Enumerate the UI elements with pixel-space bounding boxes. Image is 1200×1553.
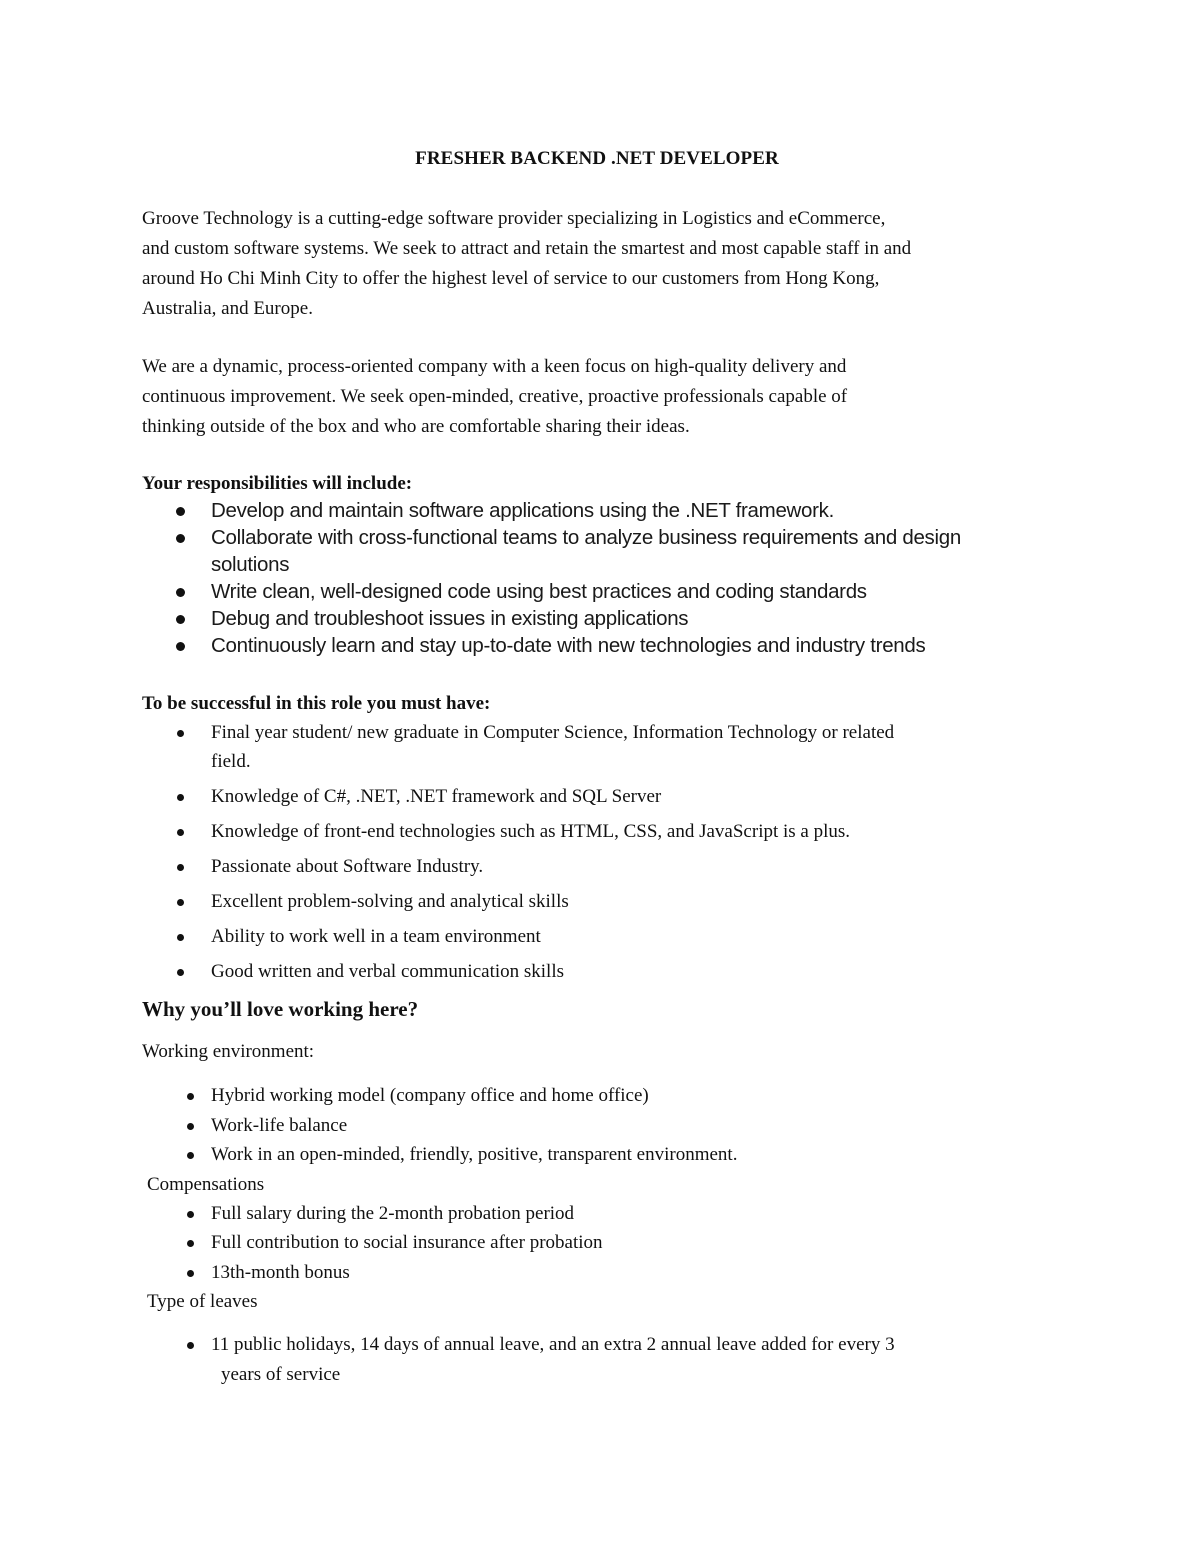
compensations-list bbox=[142, 1199, 1042, 1288]
list-item bbox=[142, 1330, 1042, 1389]
list-item bbox=[142, 524, 1042, 578]
bullet-icon bbox=[177, 899, 184, 906]
responsibilities-list bbox=[142, 497, 1042, 659]
intro-line: around Ho Chi Minh City to offer the highest level of service to our customers from Hong Kong, bbox=[142, 268, 880, 289]
bullet-icon bbox=[177, 730, 184, 737]
bullet-icon bbox=[176, 588, 185, 597]
intro-paragraph-company bbox=[142, 204, 1042, 324]
list-item bbox=[142, 497, 1042, 524]
bullet-icon bbox=[176, 534, 185, 543]
list-item-text: Knowledge of C#, .NET, .NET framework and SQL Server bbox=[211, 786, 662, 807]
list-item bbox=[142, 1199, 1042, 1229]
list-item bbox=[142, 718, 1042, 776]
bullet-icon bbox=[177, 794, 184, 801]
bullet-icon bbox=[177, 969, 184, 976]
working-environment-list bbox=[142, 1081, 1042, 1170]
bullet-icon bbox=[187, 1152, 194, 1159]
list-item-text: Full contribution to social insurance after probation bbox=[211, 1232, 603, 1253]
intro-line: thinking outside of the box and who are comfortable sharing their ideas. bbox=[142, 416, 690, 437]
list-item bbox=[142, 605, 1042, 632]
bullet-icon bbox=[176, 642, 185, 651]
list-item-text-continued: years of service bbox=[221, 1363, 341, 1385]
bullet-icon bbox=[187, 1240, 194, 1247]
document-title: FRESHER BACKEND .NET DEVELOPER bbox=[415, 148, 779, 169]
list-item bbox=[142, 1081, 1042, 1111]
why-heading: Why you’ll love working here? bbox=[142, 997, 419, 1021]
list-item bbox=[142, 1258, 1042, 1288]
requirements-list bbox=[142, 718, 1042, 986]
list-item-text: Good written and verbal communication skills bbox=[211, 961, 565, 982]
list-item bbox=[142, 782, 1042, 811]
bullet-icon bbox=[176, 615, 185, 624]
list-item bbox=[142, 852, 1042, 881]
requirements-heading: To be successful in this role you must have: bbox=[142, 693, 491, 714]
list-item-text: Collaborate with cross-functional teams to analyze business requirements and design bbox=[211, 526, 961, 549]
list-item-text: Final year student/ new graduate in Computer Science, Information Technology or related bbox=[211, 722, 895, 743]
responsibilities-heading: Your responsibilities will include: bbox=[142, 473, 413, 494]
list-item-text: Debug and troubleshoot issues in existing applications bbox=[211, 607, 689, 630]
list-item-text: Passionate about Software Industry. bbox=[211, 856, 484, 877]
list-item bbox=[142, 632, 1042, 659]
bullet-icon bbox=[187, 1342, 194, 1349]
intro-line: We are a dynamic, process-oriented company with a keen focus on high-quality delivery and bbox=[142, 356, 847, 377]
list-item-text-continued: field. bbox=[211, 751, 251, 772]
bullet-icon bbox=[176, 507, 185, 516]
bullet-icon bbox=[187, 1123, 194, 1130]
list-item-text: Develop and maintain software applications using the .NET framework. bbox=[211, 499, 835, 522]
list-item-text: Write clean, well-designed code using best practices and coding standards bbox=[211, 580, 867, 603]
list-item-text: Continuously learn and stay up-to-date with new technologies and industry trends bbox=[211, 634, 926, 657]
bullet-icon bbox=[187, 1093, 194, 1100]
list-item-text: Ability to work well in a team environment bbox=[211, 926, 541, 947]
intro-paragraph-culture bbox=[142, 352, 1042, 442]
list-item bbox=[142, 817, 1042, 846]
list-item bbox=[142, 887, 1042, 916]
bullet-icon bbox=[187, 1270, 194, 1277]
list-item bbox=[142, 922, 1042, 951]
list-item-text: 13th-month bonus bbox=[211, 1261, 350, 1283]
intro-line: and custom software systems. We seek to attract and retain the smartest and most capable staff in and bbox=[142, 238, 912, 259]
list-item-text: Hybrid working model (company office and home office) bbox=[211, 1085, 649, 1106]
bullet-icon bbox=[177, 934, 184, 941]
list-item-text: Work in an open-minded, friendly, positive, transparent environment. bbox=[211, 1144, 738, 1165]
intro-line: Groove Technology is a cutting-edge software provider specializing in Logistics and eCommerce, bbox=[142, 208, 886, 229]
bullet-icon bbox=[177, 864, 184, 871]
list-item-text: Work-life balance bbox=[211, 1114, 348, 1136]
leaves-list bbox=[142, 1330, 1042, 1389]
list-item bbox=[142, 957, 1042, 986]
compensations-label: Compensations bbox=[147, 1173, 265, 1195]
list-item-text-continued: solutions bbox=[211, 553, 290, 576]
list-item-text: 11 public holidays, 14 days of annual leave, and an extra 2 annual leave added for every 3 bbox=[211, 1334, 895, 1355]
intro-line: Australia, and Europe. bbox=[142, 298, 313, 319]
list-item bbox=[142, 1228, 1042, 1258]
list-item bbox=[142, 578, 1042, 605]
working-environment-label: Working environment: bbox=[142, 1041, 315, 1062]
list-item bbox=[142, 1111, 1042, 1141]
leaves-label: Type of leaves bbox=[147, 1291, 258, 1312]
list-item-text: Full salary during the 2-month probation period bbox=[211, 1202, 575, 1224]
bullet-icon bbox=[187, 1211, 194, 1218]
list-item-text: Excellent problem-solving and analytical skills bbox=[211, 891, 569, 912]
list-item bbox=[142, 1140, 1042, 1170]
bullet-icon bbox=[177, 829, 184, 836]
intro-line: continuous improvement. We seek open-minded, creative, proactive professionals capable of bbox=[142, 386, 848, 407]
document-page bbox=[142, 140, 1042, 1389]
list-item-text: Knowledge of front-end technologies such as HTML, CSS, and JavaScript is a plus. bbox=[211, 821, 851, 842]
